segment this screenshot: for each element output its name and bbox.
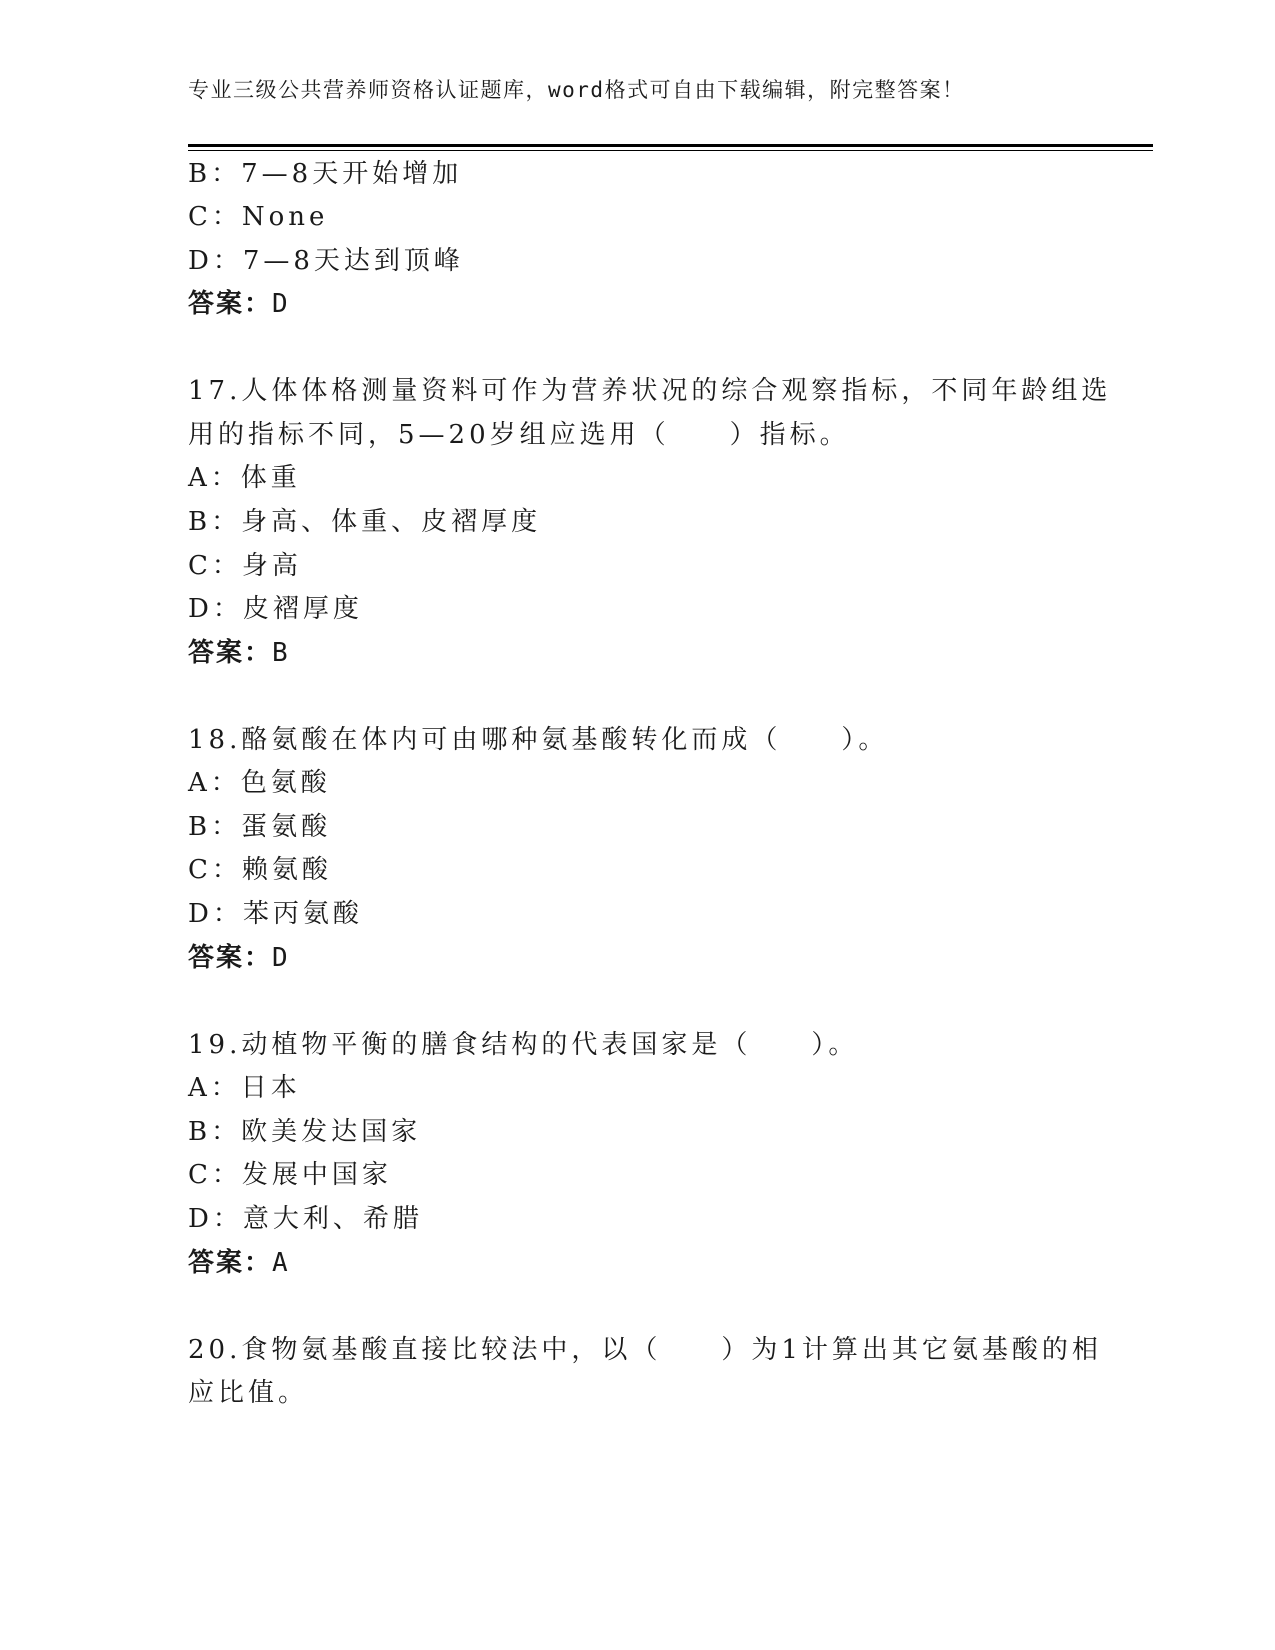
option-d: D：意大利、希腊 [188, 1204, 423, 1234]
answer-line [188, 941, 290, 975]
option-b: B：身高、体重、皮褶厚度 [188, 507, 542, 537]
answer-label: 答案： [188, 638, 273, 668]
option-a: A：日本 [188, 1073, 301, 1103]
option-b: B：蛋氨酸 [188, 812, 332, 842]
header-rule-thick [188, 144, 1153, 147]
option-c: C：发展中国家 [188, 1160, 392, 1190]
header-text: 专业三级公共营养师资格认证题库，word格式可自由下载编辑，附完整答案！ [188, 78, 965, 102]
option-c: C：赖氨酸 [188, 855, 332, 885]
question-stem-line: 18.酪氨酸在体内可由哪种氨基酸转化而成（ ）。 [188, 725, 889, 755]
answer-value: D [272, 289, 290, 319]
option-a: A：体重 [188, 463, 301, 493]
answer-label: 答案： [188, 1248, 273, 1278]
option-d: D：苯丙氨酸 [188, 899, 363, 929]
answer-line [188, 1246, 290, 1280]
option-b: B：7—8天开始增加 [188, 159, 463, 189]
option-d: D：皮褶厚度 [188, 594, 363, 624]
header-rule-thin [188, 150, 1153, 151]
answer-value: D [272, 943, 290, 973]
answer-label: 答案： [188, 289, 273, 319]
option-c: C：身高 [188, 551, 302, 581]
answer-line [188, 636, 290, 670]
question-stem-line: 用的指标不同，5—20岁组应选用（ ）指标。 [188, 420, 850, 450]
question-stem-line: 应比值。 [188, 1378, 309, 1408]
answer-value: B [272, 638, 290, 668]
option-b: B：欧美发达国家 [188, 1117, 422, 1147]
question-stem-line: 19.动植物平衡的膳食结构的代表国家是（ ）。 [188, 1030, 859, 1060]
question-stem-line: 20.食物氨基酸直接比较法中，以（ ）为1计算出其它氨基酸的相 [188, 1335, 1102, 1365]
answer-line [188, 287, 290, 321]
option-c: C：None [188, 202, 329, 232]
question-stem-line: 17.人体体格测量资料可作为营养状况的综合观察指标，不同年龄组选 [188, 376, 1112, 406]
option-a: A：色氨酸 [188, 768, 331, 798]
option-d: D：7—8天达到顶峰 [188, 246, 464, 276]
answer-label: 答案： [188, 943, 273, 973]
answer-value: A [272, 1248, 290, 1278]
